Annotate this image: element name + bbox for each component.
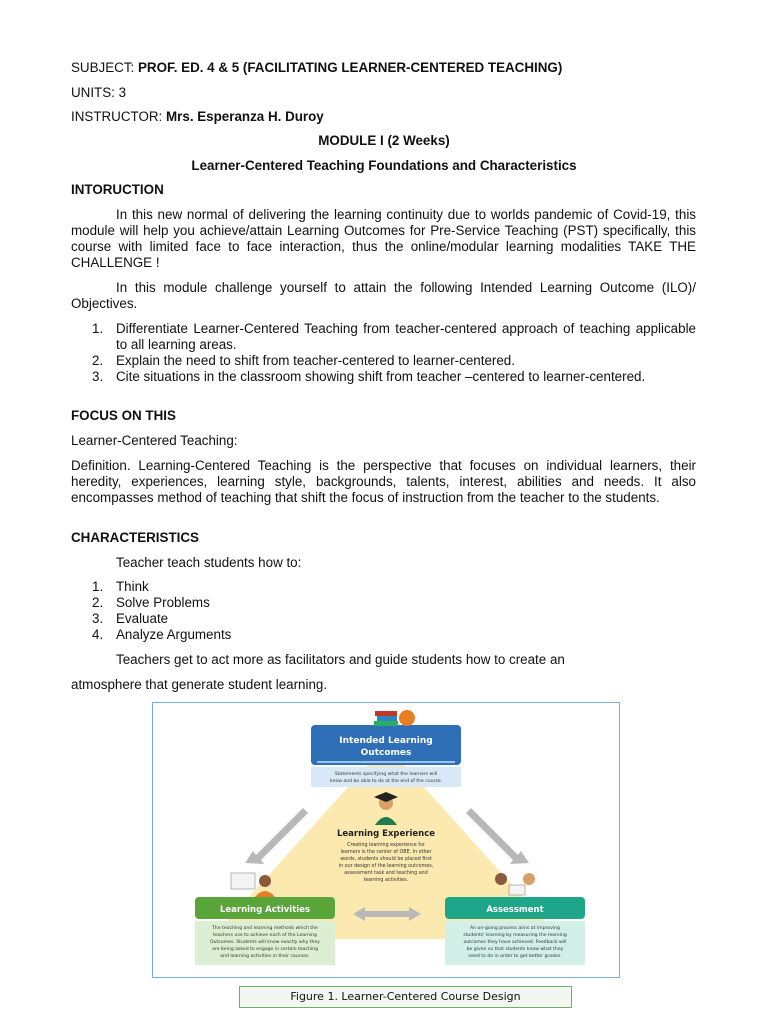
svg-text:outcomes they have achieved. F: outcomes they have achieved. Feedback will (463, 940, 567, 945)
instructor-value: Mrs. Esperanza H. Duroy (166, 109, 324, 124)
list-item: 1. Differentiate Learner-Centered Teaching from teacher-centered approach of teaching applicable to all learning areas. (92, 321, 696, 352)
characteristics-heading: CHARACTERISTICS (71, 530, 199, 545)
svg-text:Creating learning experience f: Creating learning experience for (347, 843, 425, 848)
list-item: 2. Explain the need to shift from teacher-centered to learner-centered. (92, 353, 515, 368)
focus-subheading: Learner-Centered Teaching: (71, 433, 238, 448)
activities-description (210, 925, 320, 959)
svg-text:be given so that students know: be given so that students know what they (466, 947, 564, 952)
svg-text:The teaching and learning meth: The teaching and learning methods which the (212, 926, 318, 931)
ilo-title-2: Outcomes (360, 748, 412, 758)
svg-text:and learning activities in the: and learning activities in their courses. (220, 954, 310, 959)
module-title: Learner-Centered Teaching Foundations and Characteristics (191, 158, 577, 173)
facilitator-paragraph: Teachers get to act more as facilitators and guide students how to create an (116, 652, 565, 667)
intro-heading: INTORUCTION (71, 182, 164, 197)
objectives-list (92, 321, 696, 385)
svg-text:Statements specifying what the: Statements specifying what the learners will (334, 772, 438, 777)
subject-line (71, 60, 562, 76)
instructor-line (71, 109, 324, 125)
svg-text:teachers use to achieve each o: teachers use to achieve each of the Learning (213, 933, 317, 938)
facilitator-paragraph-cont: atmosphere that generate student learning. (71, 677, 328, 692)
characteristics-intro: Teacher teach students how to: (116, 555, 302, 570)
svg-text:know and be able to do at the: know and be able to do at the end of the course. (329, 779, 443, 784)
list-item: 2. Solve Problems (92, 595, 210, 610)
ilo-title: Intended Learning (339, 736, 433, 746)
characteristics-list (92, 579, 696, 643)
svg-text:students' learning by measurin: students' learning by measuring the learning (463, 933, 567, 938)
module-heading: MODULE I (2 Weeks) (318, 133, 450, 148)
svg-text:need to do in order to get bet: need to do in order to get better grades. (468, 954, 562, 959)
svg-text:learning activities.: learning activities. (363, 878, 409, 883)
list-item: 3. Evaluate (92, 611, 169, 626)
svg-text:Outcomes. Students will know e: Outcomes. Students will know exactly why they (209, 940, 321, 945)
svg-text:An on-going process aims at im: An on-going process aims at improving (470, 926, 560, 931)
course-design-figure (152, 702, 620, 978)
subject-label: SUBJECT: (71, 60, 135, 75)
center-title: Learning Experience (336, 829, 436, 839)
list-item: 4. Analyze Arguments (92, 627, 232, 642)
figure-caption: Figure 1. Learner-Centered Course Design (239, 986, 572, 1008)
svg-text:assessment task and teaching a: assessment task and teaching and (344, 871, 428, 876)
units-line: UNITS: 3 (71, 85, 127, 100)
focus-heading: FOCUS ON THIS (71, 408, 176, 423)
svg-text:in our design of the learning: in our design of the learning outcomes, (338, 864, 434, 869)
list-item: 1. Think (92, 579, 149, 594)
list-item: 3. Cite situations in the classroom showing shift from teacher –centered to learner-centered. (92, 369, 646, 384)
definition-paragraph: Definition. Learning-Centered Teaching is the perspective that focuses on individual learners, their heredity, experiences, learning style, backgrounds, talents, interest, abilities and needs. It also encompasses method of teaching that shift the focus of instruction from the teacher to the students. (71, 458, 696, 505)
ilo-desc-box (311, 767, 461, 787)
assessment-title: Assessment (486, 905, 544, 915)
svg-text:are being asked to engage in c: are being asked to engage in certain teaching (212, 947, 318, 952)
course-design-diagram (153, 703, 619, 977)
books-icon (374, 710, 415, 726)
activities-title: Learning Activities (219, 905, 311, 915)
intro-paragraph-2: In this module challenge yourself to attain the following Intended Learning Outcome (ILO)/ Objectives. (71, 280, 696, 311)
intro-paragraph: In this new normal of delivering the learning continuity due to worlds pandemic of Covid-19, this module will help you achieve/attain Learning Outcomes for Pre-Service Teaching (PST) specifically, this course with limited face to face interaction, thus the online/modular learning modalities TAKE THE CHALLENGE ! (71, 207, 696, 270)
instructor-label: INSTRUCTOR: (71, 109, 163, 124)
assessment-description (463, 925, 567, 959)
svg-text:words, students should be plac: words, students should be placed first (340, 857, 432, 862)
svg-text:learners is the center of OBE.: learners is the center of OBE. In other (340, 850, 432, 855)
subject-value: PROF. ED. 4 & 5 (FACILITATING LEARNER-CENTERED TEACHING) (137, 60, 563, 75)
